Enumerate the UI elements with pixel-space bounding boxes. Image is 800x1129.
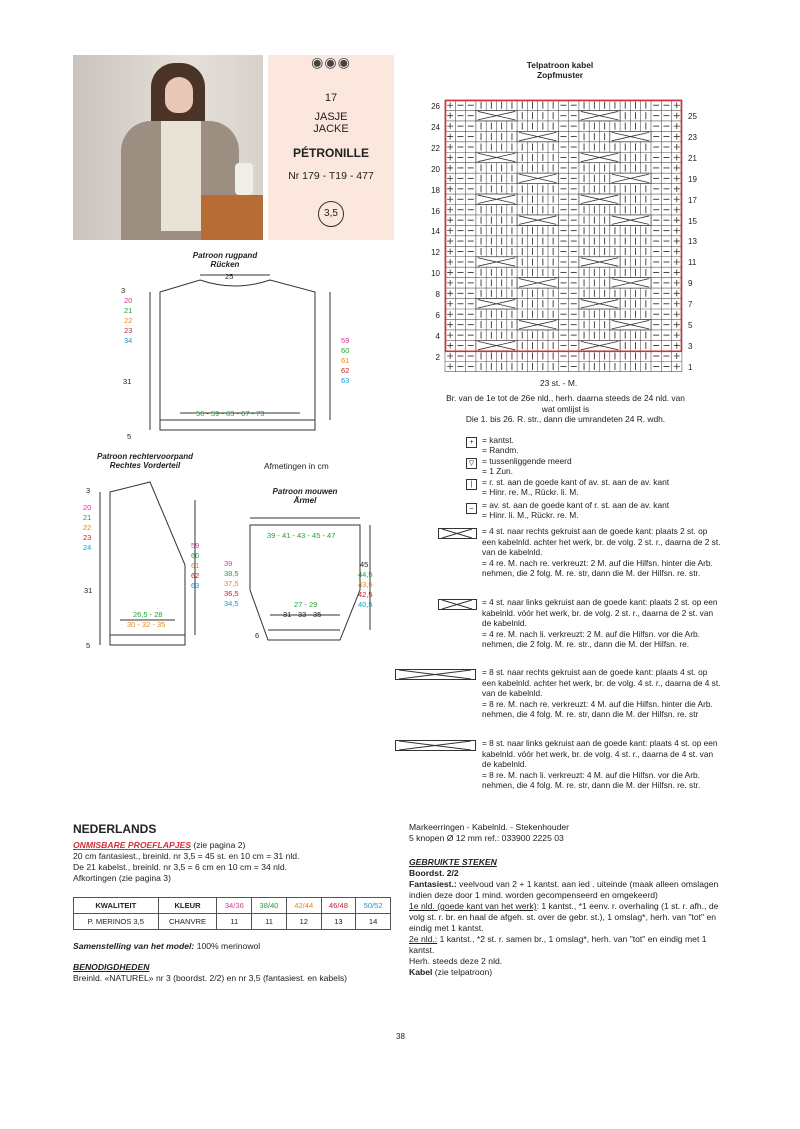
legend-knit: = r. st. aan de goede kant of av. st. aan de av. kant = Hinr. re. M., Rückr. li. M.: [482, 477, 670, 498]
cable-8-left-symbol: [395, 740, 477, 752]
legend-cable-8-left: = 8 st. naar links gekruist aan de goede kant: plaats 4 st. op een kabelnld. vóór het werk, br. de volg. 4 st. r., daarna de 4 st. van de kabelnld. = 8 re. M. nach li. verkreuzt: 4 M. auf die Hilfsn. vor die Arb. nehmen, die 4 folg. M. re. str, dann die M. der Hilfsn. re. str.: [482, 738, 718, 791]
front-right-sizes: 59 60 61 62 63: [191, 541, 200, 590]
legend-increase: = tussenliggende meerd = 1 Zun.: [482, 456, 572, 477]
sleeve-bottom-left: 6: [255, 631, 260, 640]
table-row: P. MERINOS 3,5 CHANVRE 11 11 12 13 14: [74, 914, 391, 930]
pattern-ref: Nr 179 - T19 - 477: [288, 170, 374, 182]
benodigdheden: BENODIGDHEDEN Breinld. «NATUREL» nr 3 (boordst. 2/2) en nr 3,5 (fantasiest. en kabels): [73, 962, 348, 983]
back-left-mid: 31: [123, 377, 132, 386]
pattern-name-nl: JASJE JACKE: [313, 111, 349, 135]
chart-stitches: 23 st. - M.: [540, 378, 578, 388]
increase-symbol: ▽: [466, 458, 477, 469]
samenstelling: Samenstelling van het model: 100% merinowol: [73, 941, 261, 951]
measure-note: Afmetingen in cm: [264, 461, 329, 471]
back-bottom-widths: 56 - 59 - 63 - 67 - 73: [196, 409, 265, 418]
sleeve-bottom-widths-2: 31 - 33 - 35: [283, 610, 322, 619]
purl-symbol: –: [466, 503, 477, 514]
pattern-number: 17: [324, 92, 338, 104]
sleeve-right-sizes: 44,5 43,5 42,5 40,5: [358, 570, 373, 609]
back-top-width: 25: [225, 272, 234, 281]
front-bottom-widths-1: 26,5 - 28: [133, 610, 163, 619]
front-left-top: 3: [86, 486, 91, 495]
chart-title: Telpatroon kabel Zopfmuster: [526, 60, 594, 80]
back-right-sizes: 59 60 61 62 63: [341, 336, 350, 385]
cable-8-right-symbol: [395, 669, 477, 681]
materials-right: Markeerringen - Kabelnld. - Stekenhouder 5 knopen Ø 12 mm ref.: 033900 2225 03: [409, 822, 570, 843]
needle-size-badge: 3,5: [318, 201, 344, 227]
chart-rows-left: 26 24 22 20 18 16 14 12 10 8 6 4 2: [431, 102, 440, 362]
proef-section: ONMISBARE PROEFLAPJES (zie pagina 2) 20 cm fantasiest., breinld. nr 3,5 = 45 st. en 10 cm = 31 nld. De 21 kabelst., breinld. nr 3,5 = 6 cm en 10 cm = 34 nld. Afkortingen (zie pagina 3): [73, 840, 300, 883]
cable-chart: [420, 94, 710, 376]
back-bottom-left: 5: [127, 432, 132, 441]
sleeve-top-widths: 39 - 41 - 43 - 45 - 47: [267, 531, 336, 540]
back-left-sizes: 20 21 22 23 34: [124, 296, 133, 345]
table-header-row: KWALITEIT KLEUR 34/36 38/40 42/44 46/48 50/52: [74, 898, 391, 914]
stitches-section: GEBRUIKTE STEKEN Boordst. 2/2 Fantasiest.: veelvoud van 2 + 1 kantst. aan ied . uiteinde (maak alleen omslagen indien deze door 1 mind. worden gecompenseerd en omgekeerd) 1e nld. (goede kant van het werk): 1 kantst., *1 eenv. r. overhaling (1 st. r. afh., de volg st. r. br. en haal de afgeh. st. over de gebr. st.), 1 omslag*, herh. van "tot" en eindig met 1 kantst. 2e nld.: 1 kantst., *2 st. r. samen br., 1 omslag*, herh. van "tot" en eindig met 1 kantst. Herh. steeds deze 2 nld. Kabel (zie telpatroon): [409, 857, 719, 977]
chart-rows-right: 25 23 21 19 17 15 13 11 9 7 5 3 1: [688, 112, 697, 372]
page-number: 38: [396, 1032, 405, 1041]
front-bottom-widths-2: 30 - 32 - 35: [127, 620, 166, 629]
back-left-top: 3: [121, 286, 126, 295]
model-photo: [73, 55, 263, 240]
legend-purl: = av. st. aan de goede kant of r. st. aan de av. kant = Hinr. li. M., Rückr. re. M.: [482, 500, 670, 521]
cable-4-right-symbol: [438, 528, 478, 540]
chart-caption: Br. van de 1e tot de 26e nld., herh. daarna steeds de 24 nld. van wat omlijst is Die 1. bis 26. R. str., dann die umrandeten 24 R. wdh.: [446, 393, 685, 424]
back-schematic: [120, 270, 360, 455]
front-title: Patroon rechtervoorpand Rechtes Vorderteil: [96, 452, 193, 470]
sleeve-title: Patroon mouwen Ärmel: [272, 487, 338, 505]
section-heading: NEDERLANDS: [73, 822, 157, 836]
yarn-table: [73, 897, 391, 930]
yarn-balls-icon: ◉◉◉: [311, 54, 351, 70]
cable-4-left-symbol: [438, 599, 478, 611]
legend-cable-4-right: = 4 st. naar rechts gekruist aan de goede kant: plaats 2 st. op een kabelnld. achter het werk, br. de volg. 2 st. r., daarna de 2 st. van de kabelnld. = 4 re. M. nach re. verkreuzt: 2 M. auf die Hilfsn. hinter die Arb. nehmen, die 2 folg. M. re. str, dann die M. der Hilfsn. re. str.: [482, 526, 721, 579]
sleeve-left-sizes: 39 38,5 37,5 36,5 34,5: [224, 559, 239, 608]
front-left-mid: 31: [84, 586, 93, 595]
legend-edge: = kantst. = Randm.: [482, 435, 519, 456]
legend-cable-4-left: = 4 st. naar links gekruist aan de goede kant: plaats 2 st. op een kabelnld. vóór het werk, br. de volg. 2 st. r., daarna de 2 st. van de kabelnld. = 4 re. M. nach li. verkreuzt: 2 M. auf die Hilfsn. vor die Arb. nehmen, die 2 folg. M. re. str., dann die M. der Hilfsn. re.: [482, 597, 718, 650]
pattern-info-card: [268, 55, 394, 240]
sleeve-bottom-widths-1: 27 - 29: [294, 600, 318, 609]
edge-stitch-symbol: +: [466, 437, 477, 448]
front-left-sizes: 20 21 22 23 24: [83, 503, 92, 552]
pattern-name-fr: PÉTRONILLE: [292, 146, 369, 160]
knit-symbol: |: [466, 479, 477, 490]
sleeve-right-top: 45: [360, 560, 369, 569]
legend-cable-8-right: = 8 st. naar rechts gekruist aan de goede kant: plaats 4 st. op een kabelnld. achter het werk, br. de volg. 4 st. r., daarna de 4 st. van de kabelnld. = 8 re. M. nach re. verkreuzt: 4 M. auf die Hilfsn. hinter die Arb. nehmen, die 4 folg. M. re. str, dann die M. der Hilfsn. re. str: [482, 667, 721, 720]
back-title: Patroon rugpand Rücken: [192, 251, 258, 269]
front-bottom-left: 5: [86, 641, 91, 650]
